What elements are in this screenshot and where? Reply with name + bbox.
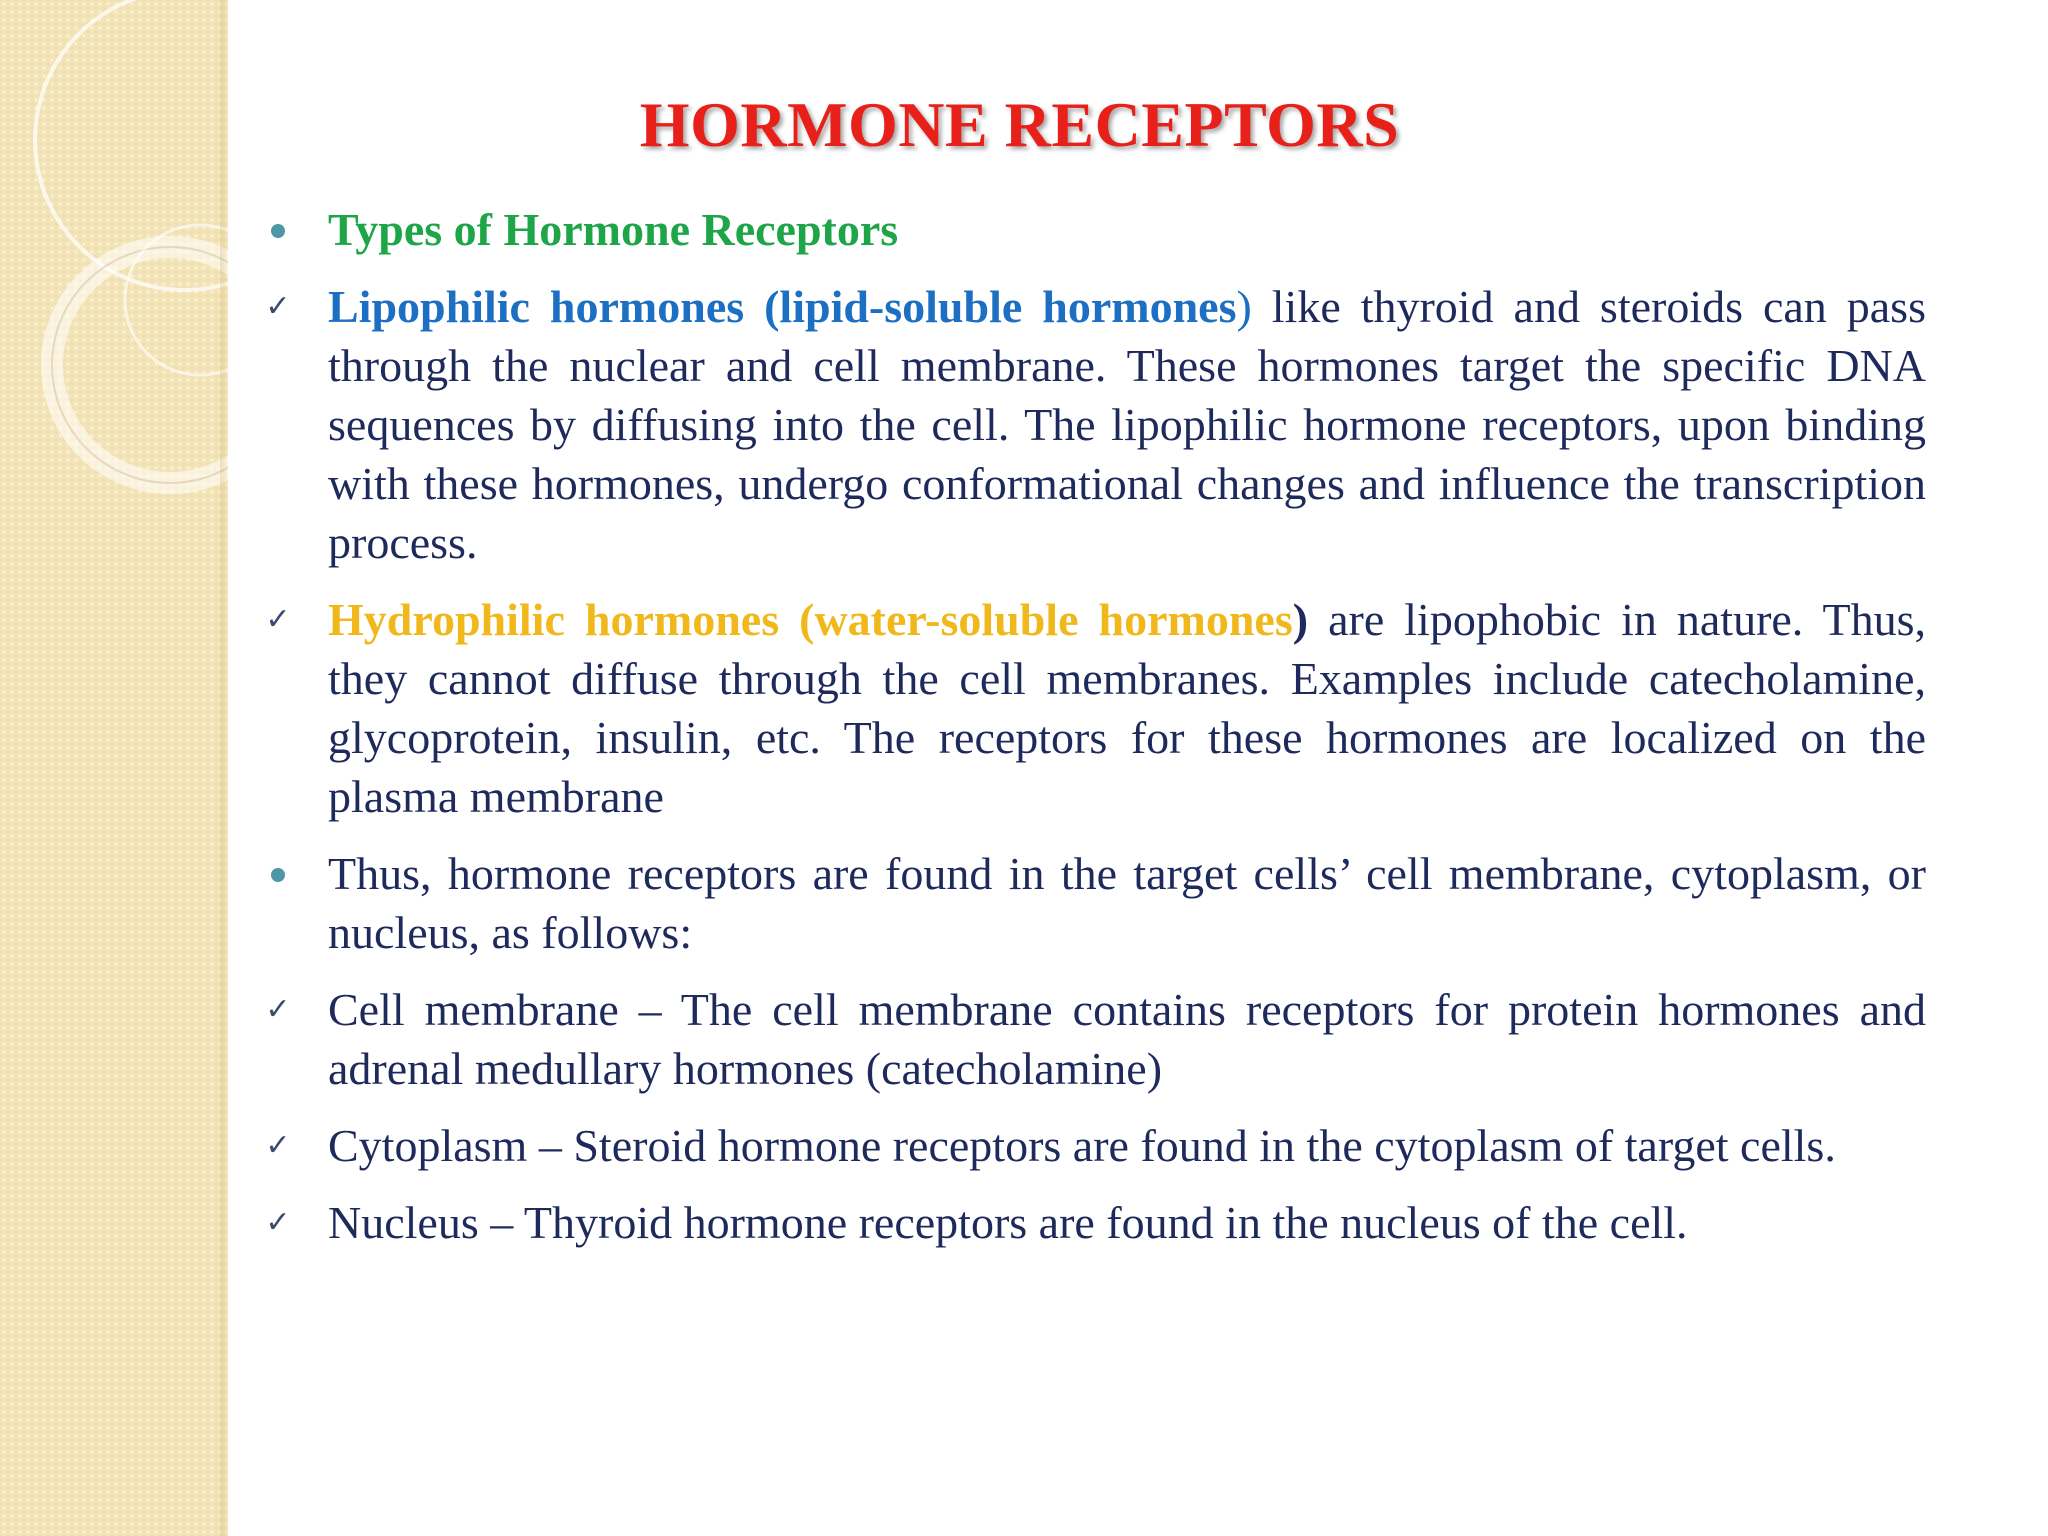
- checkmark-icon: ✓: [265, 1128, 291, 1163]
- hydrophilic-description: are lipophobic in nature. Thus, they cannot diffuse through the cell membranes. Examples include catecholamine, glycoprotein, insulin, etc. The receptors for these hormones are localized on the plasma membrane: [328, 594, 1926, 822]
- hydrophilic-term-close: ): [1292, 594, 1309, 645]
- locations-text: Thus, hormone receptors are found in the target cells’ cell membrane, cytoplasm, or nucleus, as follows:: [328, 848, 1926, 958]
- list-item-locations: [258, 844, 1926, 962]
- list-item-nucleus: [258, 1193, 1926, 1252]
- sidebar-edge: [220, 0, 228, 1536]
- cytoplasm-text: Cytoplasm – Steroid hormone receptors are found in the cytoplasm of target cells.: [328, 1120, 1836, 1171]
- cell-membrane-text: Cell membrane – The cell membrane contains receptors for protein hormones and adrenal medullary hormones (catecholamine): [328, 984, 1926, 1094]
- lipophilic-term: Lipophilic hormones (lipid-soluble hormones: [328, 281, 1237, 332]
- slide-title: HORMONE RECEPTORS: [639, 89, 1400, 160]
- section-heading: Types of Hormone Receptors: [328, 204, 899, 255]
- checkmark-icon: ✓: [265, 992, 291, 1027]
- bullet-icon: [258, 200, 298, 259]
- bullet-icon: [258, 844, 298, 903]
- hydrophilic-term: Hydrophilic hormones (water-soluble hormones: [328, 594, 1293, 645]
- list-item-hydrophilic: [258, 590, 1926, 826]
- list-item-lipophilic: [258, 277, 1926, 572]
- checkmark-icon: ✓: [265, 1205, 291, 1240]
- lipophilic-term-close: ): [1236, 281, 1252, 332]
- list-item-types-heading: [258, 200, 1926, 259]
- lipophilic-description: like thyroid and steroids can pass through the nuclear and cell membrane. These hormones target the specific DNA sequences by diffusing into the cell. The lipophilic hormone receptors, upon binding with these hormones, undergo conformational changes and influence the transcription process.: [328, 281, 1926, 568]
- nucleus-text: Nucleus – Thyroid hormone receptors are found in the nucleus of the cell.: [328, 1197, 1688, 1248]
- checkmark-icon: ✓: [265, 602, 291, 637]
- checkmark-icon: ✓: [265, 289, 291, 324]
- slide-content: [258, 200, 1926, 1270]
- list-item-cytoplasm: [258, 1116, 1926, 1175]
- list-item-cell-membrane: [258, 980, 1926, 1098]
- decorative-circles-icon: [0, 0, 228, 520]
- decorative-sidebar: [0, 0, 228, 1536]
